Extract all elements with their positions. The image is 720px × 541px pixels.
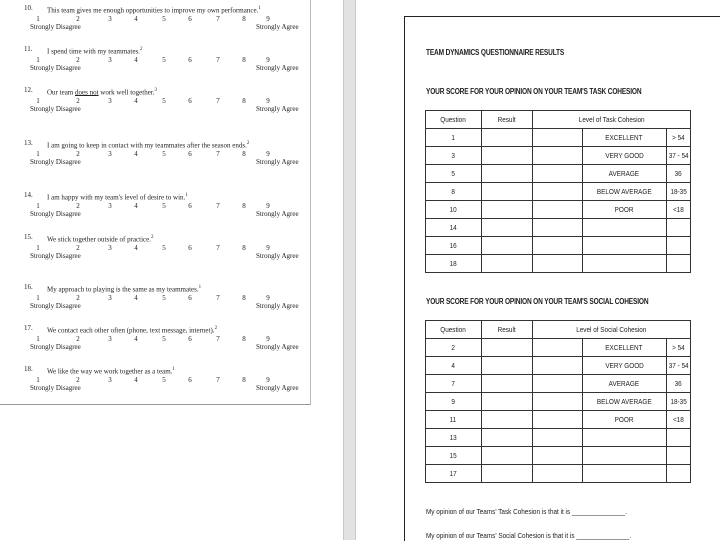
rating-option[interactable]: 4 [134, 294, 138, 302]
rating-option[interactable]: 6 [188, 150, 192, 158]
blank-cell [532, 429, 582, 447]
scale-low-label: Strongly Disagree [30, 302, 81, 310]
scale-low-label: Strongly Disagree [30, 64, 81, 72]
social-header-row [426, 321, 691, 339]
result-cell[interactable] [481, 429, 532, 447]
social-cohesion-heading: YOUR SCORE FOR YOUR OPINION ON YOUR TEAM'S SOCIAL COHESION [426, 297, 649, 306]
rating-option[interactable]: 5 [162, 15, 166, 23]
rating-option[interactable]: 9 [266, 335, 270, 343]
rating-option[interactable]: 3 [108, 97, 112, 105]
rating-option[interactable]: 8 [242, 335, 246, 343]
rating-option[interactable]: 1 [36, 294, 40, 302]
question-text: I am going to keep in contact with my teammates after the season ends.$^2$ [47, 141, 250, 150]
rating-option[interactable]: 6 [188, 376, 192, 384]
rating-option[interactable]: 2 [76, 15, 80, 23]
question-number: 13. [24, 139, 33, 147]
rating-option[interactable]: 4 [134, 15, 138, 23]
question-number-cell: 3 [451, 151, 456, 160]
social-table-row [426, 393, 691, 411]
blank-cell [532, 129, 582, 147]
rating-option[interactable]: 7 [216, 244, 220, 252]
rating-option[interactable]: 8 [242, 202, 246, 210]
rating-option[interactable]: 4 [134, 335, 138, 343]
rating-option[interactable]: 7 [216, 294, 220, 302]
blank-cell [532, 255, 582, 273]
rating-option[interactable]: 7 [216, 15, 220, 23]
rating-option[interactable]: 3 [108, 244, 112, 252]
question-number-cell: 18 [449, 259, 457, 268]
question-number: 15. [24, 233, 33, 241]
social-opinion-line: My opinion of our Teams' Social Cohesion is that it is _______________. [426, 531, 632, 540]
task-table-row [426, 219, 691, 237]
rating-option[interactable]: 8 [242, 294, 246, 302]
rating-option[interactable]: 5 [162, 294, 166, 302]
rating-option[interactable]: 7 [216, 202, 220, 210]
social-table-row [426, 339, 691, 357]
scale-low-label: Strongly Disagree [30, 105, 81, 113]
task-table-row [426, 183, 691, 201]
scale-high-label: Strongly Agree [256, 302, 299, 310]
rating-option[interactable]: 1 [36, 376, 40, 384]
question-text: We contact each other often (phone, text message, internet).$^2$ [47, 326, 218, 335]
result-cell[interactable] [481, 393, 532, 411]
rating-option[interactable]: 8 [242, 97, 246, 105]
question-number-cell: 5 [451, 169, 456, 178]
result-cell[interactable] [481, 219, 532, 237]
cohesion-level-cell: POOR [614, 205, 634, 214]
rating-option[interactable]: 4 [134, 56, 138, 64]
rating-option[interactable]: 6 [188, 97, 192, 105]
scale-high-label: Strongly Agree [256, 343, 299, 351]
question-number-cell: 10 [449, 205, 457, 214]
rating-option[interactable]: 1 [36, 335, 40, 343]
score-range-cell: 37 - 54 [668, 361, 689, 370]
cohesion-level-cell: POOR [614, 415, 634, 424]
rating-option[interactable]: 6 [188, 202, 192, 210]
task-table-row [426, 255, 691, 273]
cohesion-level-cell: AVERAGE [609, 169, 640, 178]
result-cell[interactable] [481, 201, 532, 219]
rating-option[interactable]: 1 [36, 244, 40, 252]
rating-option[interactable]: 2 [76, 56, 80, 64]
cohesion-level-cell: VERY GOOD [605, 151, 644, 160]
cohesion-level-cell: VERY GOOD [605, 361, 644, 370]
question-text: We stick together outside of practice.$^2$ [47, 235, 154, 244]
rating-option[interactable]: 5 [162, 376, 166, 384]
scale-high-label: Strongly Agree [256, 105, 299, 113]
score-range-cell: 36 [674, 169, 682, 178]
result-cell[interactable] [481, 375, 532, 393]
rating-option[interactable]: 7 [216, 97, 220, 105]
rating-option[interactable]: 6 [188, 335, 192, 343]
result-cell[interactable] [481, 447, 532, 465]
question-number: 12. [24, 86, 33, 94]
scale-low-label: Strongly Disagree [30, 23, 81, 31]
rating-option[interactable]: 9 [266, 56, 270, 64]
scale-high-label: Strongly Agree [256, 64, 299, 72]
task-table-row [426, 165, 691, 183]
blank-cell [532, 357, 582, 375]
question-text: My approach to playing is the same as my teammates.$^1$ [47, 285, 202, 294]
rating-option[interactable]: 3 [108, 294, 112, 302]
rating-option[interactable]: 7 [216, 150, 220, 158]
results-page [404, 16, 720, 541]
rating-option[interactable]: 8 [242, 150, 246, 158]
questionnaire-page [0, 0, 311, 405]
question-number-cell: 7 [451, 379, 456, 388]
rating-option[interactable]: 7 [216, 335, 220, 343]
blank-cell [532, 465, 582, 483]
score-range-cell: <18 [672, 205, 684, 214]
question-number-cell: 9 [451, 397, 456, 406]
scale-low-label: Strongly Disagree [30, 343, 81, 351]
question-text: I am happy with my team's level of desire to win.$^1$ [47, 193, 188, 202]
task-opinion-line: My opinion of our Teams' Task Cohesion is that it is _______________. [426, 507, 627, 516]
social-header-result: Result [497, 325, 516, 334]
blank-cell [532, 411, 582, 429]
social-table-row [426, 429, 691, 447]
question-number-cell: 14 [449, 223, 457, 232]
question-text: We like the way we work together as a team.$^1$ [47, 367, 175, 376]
question-text: Our team does not work well together.$^3$ [47, 88, 158, 97]
result-cell[interactable] [481, 255, 532, 273]
blank-cell [532, 447, 582, 465]
rating-option[interactable]: 7 [216, 376, 220, 384]
scale-low-label: Strongly Disagree [30, 384, 81, 392]
task-header-row [426, 111, 691, 129]
task-header-result: Result [497, 115, 516, 124]
rating-option[interactable]: 3 [108, 15, 112, 23]
social-table-row [426, 465, 691, 483]
rating-option[interactable]: 9 [266, 97, 270, 105]
result-cell[interactable] [481, 183, 532, 201]
blank-cell [532, 339, 582, 357]
rating-option[interactable]: 5 [162, 150, 166, 158]
rating-option[interactable]: 2 [76, 294, 80, 302]
blank-cell [532, 375, 582, 393]
rating-option[interactable]: 9 [266, 244, 270, 252]
rating-option[interactable]: 9 [266, 294, 270, 302]
task-table-row [426, 129, 691, 147]
rating-option[interactable]: 5 [162, 202, 166, 210]
social-cohesion-table [425, 320, 691, 483]
scale-high-label: Strongly Agree [256, 384, 299, 392]
results-title: TEAM DYNAMICS QUESTIONNAIRE RESULTS [426, 48, 565, 57]
cohesion-level-cell: EXCELLENT [605, 133, 643, 142]
question-number-cell: 16 [449, 241, 457, 250]
social-header-question: Question [440, 325, 467, 334]
social-table-row [426, 447, 691, 465]
score-range-cell: > 54 [672, 343, 685, 352]
rating-option[interactable]: 3 [108, 56, 112, 64]
rating-option[interactable]: 2 [76, 335, 80, 343]
blank-cell [532, 165, 582, 183]
rating-option[interactable]: 4 [134, 376, 138, 384]
task-cohesion-heading: YOUR SCORE FOR YOUR OPINION ON YOUR TEAM'S TASK COHESION [426, 87, 642, 96]
rating-option[interactable]: 1 [36, 56, 40, 64]
rating-option[interactable]: 8 [242, 244, 246, 252]
question-number: 14. [24, 191, 33, 199]
cohesion-level-cell: BELOW AVERAGE [596, 187, 652, 196]
rating-option[interactable]: 2 [76, 150, 80, 158]
task-table-row [426, 237, 691, 255]
scale-high-label: Strongly Agree [256, 158, 299, 166]
rating-option[interactable]: 8 [242, 376, 246, 384]
scale-high-label: Strongly Agree [256, 252, 299, 260]
rating-option[interactable]: 5 [162, 244, 166, 252]
rating-option[interactable]: 2 [76, 202, 80, 210]
task-cohesion-table [425, 110, 691, 273]
social-table-row [426, 411, 691, 429]
rating-option[interactable]: 1 [36, 97, 40, 105]
social-table-row [426, 375, 691, 393]
question-number-cell: 15 [449, 451, 457, 460]
task-table-row [426, 201, 691, 219]
question-number-cell: 1 [451, 133, 456, 142]
result-cell[interactable] [481, 165, 532, 183]
rating-option[interactable]: 3 [108, 376, 112, 384]
question-number-cell: 8 [451, 187, 456, 196]
result-cell[interactable] [481, 339, 532, 357]
rating-option[interactable]: 4 [134, 244, 138, 252]
score-range-cell: 36 [674, 379, 682, 388]
task-header-level: Level of Task Cohesion [578, 115, 645, 124]
rating-option[interactable]: 2 [76, 376, 80, 384]
blank-cell [532, 237, 582, 255]
result-cell[interactable] [481, 129, 532, 147]
cohesion-level-cell: BELOW AVERAGE [596, 397, 652, 406]
rating-option[interactable]: 1 [36, 150, 40, 158]
rating-option[interactable]: 1 [36, 15, 40, 23]
score-range-cell: 37 - 54 [668, 151, 689, 160]
question-number: 18. [24, 365, 33, 373]
rating-option[interactable]: 6 [188, 56, 192, 64]
question-number-cell: 4 [451, 361, 456, 370]
rating-option[interactable]: 8 [242, 56, 246, 64]
rating-option[interactable]: 1 [36, 202, 40, 210]
task-header-question: Question [440, 115, 467, 124]
rating-option[interactable]: 9 [266, 150, 270, 158]
question-number: 11. [24, 45, 33, 53]
scale-high-label: Strongly Agree [256, 210, 299, 218]
question-number-cell: 11 [449, 415, 457, 424]
rating-option[interactable]: 8 [242, 15, 246, 23]
rating-option[interactable]: 6 [188, 244, 192, 252]
blank-cell [532, 183, 582, 201]
cohesion-level-cell: AVERAGE [609, 379, 640, 388]
scale-low-label: Strongly Disagree [30, 210, 81, 218]
rating-option[interactable]: 6 [188, 15, 192, 23]
score-range-cell: > 54 [672, 133, 685, 142]
rating-option[interactable]: 5 [162, 97, 166, 105]
rating-option[interactable]: 7 [216, 56, 220, 64]
scale-low-label: Strongly Disagree [30, 158, 81, 166]
cohesion-level-cell: EXCELLENT [605, 343, 643, 352]
question-number: 17. [24, 324, 33, 332]
blank-cell [532, 201, 582, 219]
question-number-cell: 17 [449, 469, 457, 478]
question-text: I spend time with my teammates.$^2$ [47, 47, 143, 56]
rating-option[interactable]: 5 [162, 335, 166, 343]
rating-option[interactable]: 5 [162, 56, 166, 64]
question-number-cell: 2 [451, 343, 456, 352]
result-cell[interactable] [481, 465, 532, 483]
question-number: 16. [24, 283, 33, 291]
blank-cell [532, 147, 582, 165]
score-range-cell: <18 [672, 415, 684, 424]
rating-option[interactable]: 9 [266, 376, 270, 384]
question-number-cell: 13 [449, 433, 457, 442]
rating-option[interactable]: 2 [76, 244, 80, 252]
result-cell[interactable] [481, 237, 532, 255]
blank-cell [532, 393, 582, 411]
scale-low-label: Strongly Disagree [30, 252, 81, 260]
rating-option[interactable]: 4 [134, 97, 138, 105]
question-text: This team gives me enough opportunities to improve my own performance.$^1$ [47, 6, 261, 15]
score-range-cell: 18-35 [670, 397, 687, 406]
result-cell[interactable] [481, 357, 532, 375]
rating-option[interactable]: 9 [266, 202, 270, 210]
social-table-row [426, 357, 691, 375]
rating-option[interactable]: 4 [134, 202, 138, 210]
score-range-cell: 18-35 [670, 187, 687, 196]
rating-option[interactable]: 4 [134, 150, 138, 158]
result-cell[interactable] [481, 147, 532, 165]
rating-option[interactable]: 9 [266, 15, 270, 23]
scale-high-label: Strongly Agree [256, 23, 299, 31]
task-table-row [426, 147, 691, 165]
blank-cell [532, 219, 582, 237]
rating-option[interactable]: 3 [108, 202, 112, 210]
question-number: 10. [24, 4, 33, 12]
rating-option[interactable]: 2 [76, 97, 80, 105]
rating-option[interactable]: 3 [108, 150, 112, 158]
rating-option[interactable]: 6 [188, 294, 192, 302]
social-header-level: Level of Social Cohesion [576, 325, 647, 334]
result-cell[interactable] [481, 411, 532, 429]
page-gutter [343, 0, 356, 540]
rating-option[interactable]: 3 [108, 335, 112, 343]
